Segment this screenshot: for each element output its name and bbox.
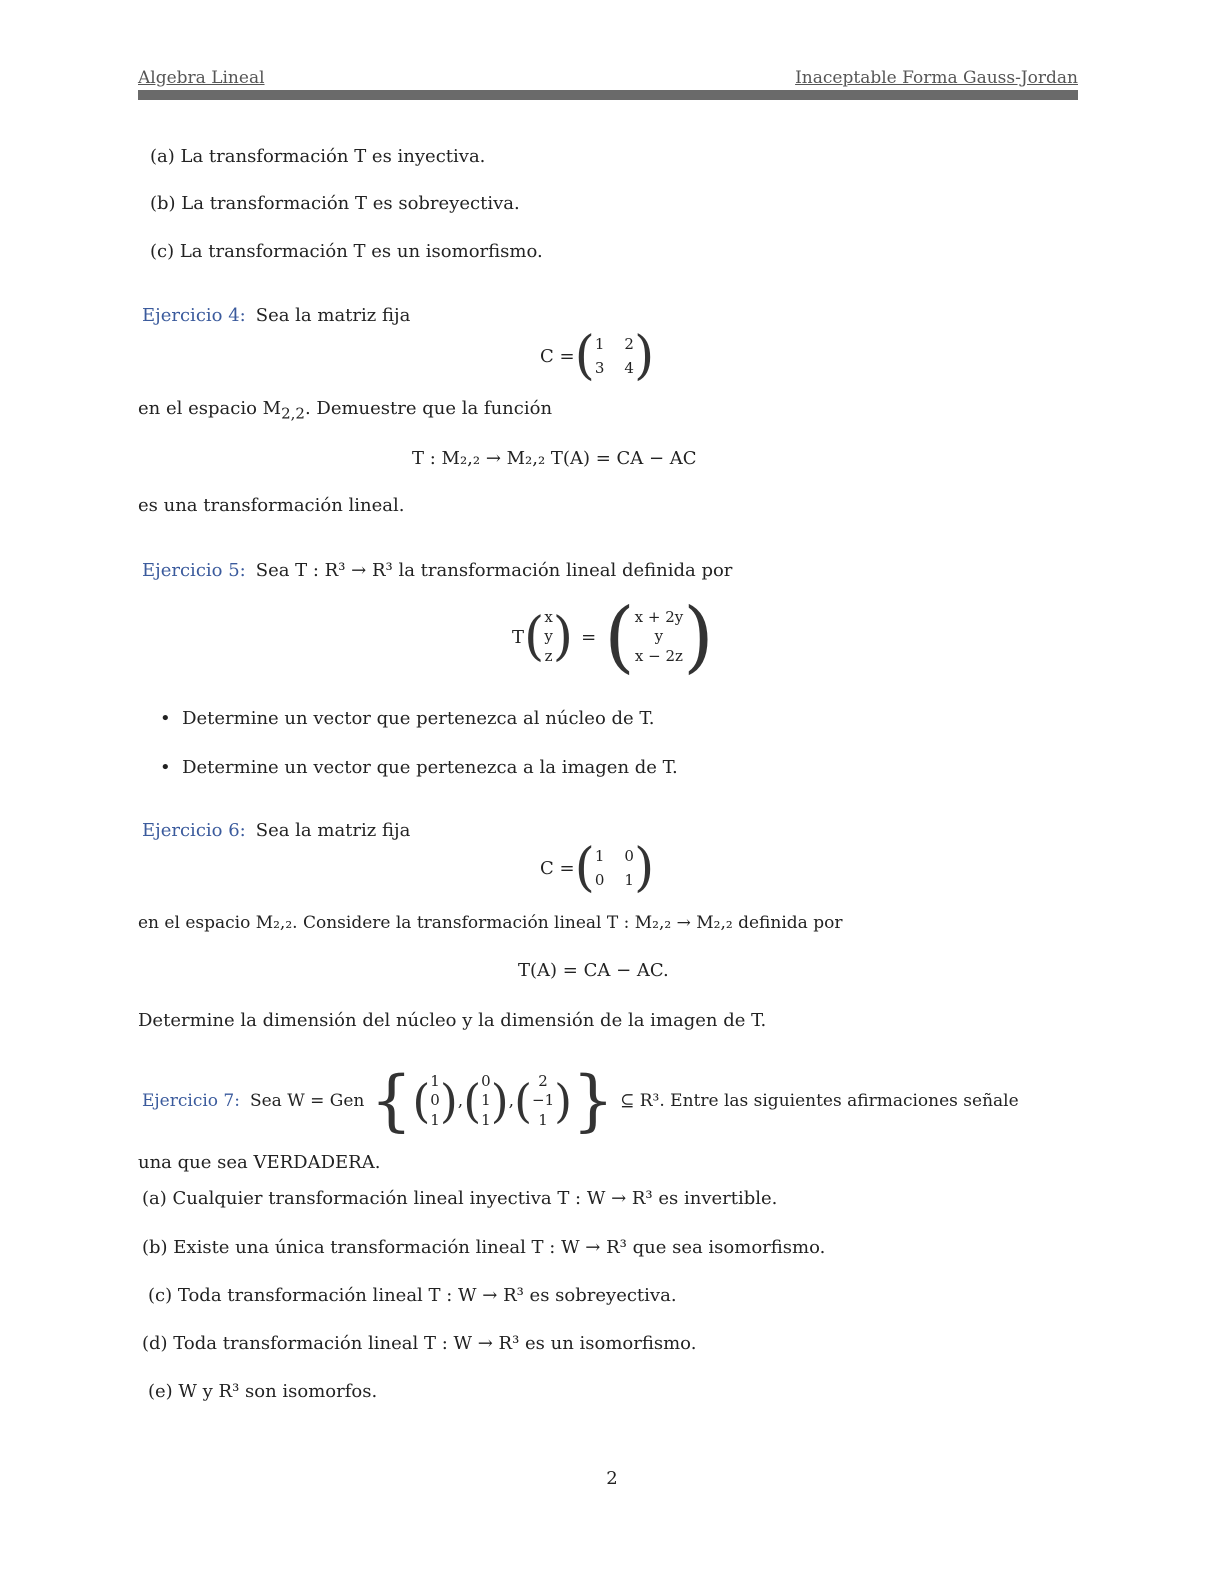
bullet-text: Determine un vector que pertenezca al núcleo de T.	[182, 708, 655, 729]
exercise-7-option-c: (c) Toda transformación lineal T : W → R³ es sobreyectiva.	[148, 1285, 677, 1306]
exercise-4-matrix	[540, 326, 655, 386]
right-brace: }	[572, 1062, 615, 1139]
exercise-4-label: Ejercicio 4:	[142, 305, 246, 326]
vector-entry: 1	[481, 1091, 491, 1110]
exercise-7-option-e: (e) W y R³ son isomorfos.	[148, 1381, 378, 1402]
exercise-5-text: Sea T : R³ → R³ la transformación lineal definida por	[255, 560, 733, 581]
exercise-7-statement: Ejercicio 7: Sea W = Gen { ( 1 0 1 ) , ( 0 1 1 ) , ( 2 −1 1 ) } ⊆ R³. Entre las siguientes afirmaciones señale	[142, 1062, 1019, 1139]
matrix-cell: 1	[594, 335, 605, 353]
exercise-4-function: T : M₂,₂ → M₂,₂ T(A) = CA − AC	[412, 448, 697, 469]
right-paren: )	[633, 326, 655, 386]
right-paren: )	[554, 1074, 573, 1128]
vector-entry: 1	[481, 1110, 491, 1129]
matrix-cell: 1	[624, 871, 634, 889]
left-paren: (	[524, 607, 545, 667]
bullet-text: Determine un vector que pertenezca a la imagen de T.	[182, 757, 678, 778]
header-subtitle: Inaceptable Forma Gauss-Jordan	[795, 68, 1078, 88]
exercise-7-text-after: ⊆ R³. Entre las siguientes afirmaciones señale	[620, 1091, 1019, 1111]
exercise-7-text: Sea W = Gen	[249, 1091, 365, 1111]
exercise-6-conclusion: Determine la dimensión del núcleo y la dimensión de la imagen de T.	[138, 1010, 767, 1031]
page-header	[138, 68, 1078, 90]
left-paren: (	[514, 1074, 533, 1128]
vector-entry: x	[544, 607, 553, 626]
exercise-6-matrix	[540, 838, 655, 898]
exercise-6-function: T(A) = CA − AC.	[518, 960, 669, 981]
exercise-7-line2: una que sea VERDADERA.	[138, 1152, 381, 1173]
list-item-c: (c) La transformación T es un isomorfismo.	[150, 241, 543, 262]
right-paren: )	[683, 592, 714, 682]
map-symbol: T	[512, 626, 525, 648]
exercise-7-label: Ejercicio 7:	[142, 1091, 240, 1111]
vector-entry: y	[544, 627, 553, 646]
left-paren: (	[604, 592, 635, 682]
exercise-4-statement	[142, 305, 410, 326]
exercise-5-statement	[142, 560, 732, 581]
vector-entry: 0	[430, 1091, 440, 1110]
right-paren: )	[552, 607, 574, 667]
exercise-5-bullet-2	[160, 757, 678, 778]
exercise-7-option-d: (d) Toda transformación lineal T : W → R³ es un isomorfismo.	[142, 1333, 697, 1354]
exercise-7-option-a: (a) Cualquier transformación lineal inyectiva T : W → R³ es invertible.	[142, 1188, 778, 1209]
exercise-6-label: Ejercicio 6:	[142, 820, 246, 841]
matrix-cell: 0	[594, 871, 605, 889]
exercise-5-map	[512, 592, 714, 682]
bullet-icon: •	[160, 708, 183, 729]
exercise-5-label: Ejercicio 5:	[142, 560, 246, 581]
vector-entry: 1	[430, 1071, 440, 1090]
span-vector-3	[532, 1072, 554, 1131]
list-item-b: (b) La transformación T es sobreyectiva.	[150, 193, 520, 214]
vector-entry: x + 2y	[634, 607, 684, 626]
list-item-a: (a) La transformación T es inyectiva.	[150, 146, 486, 167]
exercise-6-space: en el espacio M₂,₂. Considere la transformación lineal T : M₂,₂ → M₂,₂ definida por	[138, 913, 843, 933]
input-vector	[544, 608, 552, 667]
left-brace: {	[370, 1062, 413, 1139]
exercise-4-space-text: en el espacio M	[138, 398, 282, 419]
header-rule	[138, 90, 1078, 100]
matrix-entries	[595, 847, 634, 889]
matrix-cell: 0	[624, 847, 634, 865]
exercise-7-option-b: (b) Existe una única transformación lineal T : W → R³ que sea isomorfismo.	[142, 1237, 826, 1258]
output-vector	[635, 608, 684, 667]
header-course: Algebra Lineal	[138, 68, 265, 88]
exercise-4-space	[138, 398, 552, 423]
vector-entry: 1	[538, 1110, 548, 1129]
bullet-icon: •	[160, 757, 183, 778]
left-paren: (	[574, 838, 595, 898]
matrix-cell: 2	[624, 335, 634, 353]
exercise-6-text: Sea la matriz fija	[255, 820, 411, 841]
equals-sign: =	[581, 626, 597, 648]
matrix-cell: 4	[624, 359, 634, 377]
left-paren: (	[463, 1074, 482, 1128]
vector-entry: z	[544, 646, 553, 665]
vector-entry: 2	[538, 1071, 548, 1090]
matrix-name: C =	[540, 857, 575, 879]
vector-entry: y	[654, 627, 664, 646]
vector-entry: x − 2z	[634, 646, 683, 665]
matrix-cell: 3	[594, 359, 605, 377]
right-paren: )	[633, 838, 655, 898]
vector-entry: 1	[430, 1110, 440, 1129]
exercise-4-text: Sea la matriz fija	[255, 305, 411, 326]
matrix-entries	[595, 335, 634, 377]
span-vector-1	[430, 1072, 440, 1131]
left-paren: (	[574, 326, 595, 386]
page-number: 2	[606, 1468, 618, 1489]
exercise-4-space-text2: . Demuestre que la función	[304, 398, 553, 419]
span-vector-2	[481, 1072, 491, 1131]
right-paren: )	[439, 1074, 458, 1128]
right-paren: )	[490, 1074, 509, 1128]
matrix-name: C =	[540, 345, 575, 367]
vector-entry: −1	[532, 1091, 555, 1110]
vector-entry: 0	[481, 1071, 491, 1090]
exercise-4-conclusion: es una transformación lineal.	[138, 495, 405, 516]
exercise-5-bullet-1	[160, 708, 654, 729]
exercise-4-space-sub: 2,2	[281, 404, 305, 423]
matrix-cell: 1	[594, 847, 605, 865]
exercise-6-statement	[142, 820, 410, 841]
left-paren: (	[412, 1074, 431, 1128]
